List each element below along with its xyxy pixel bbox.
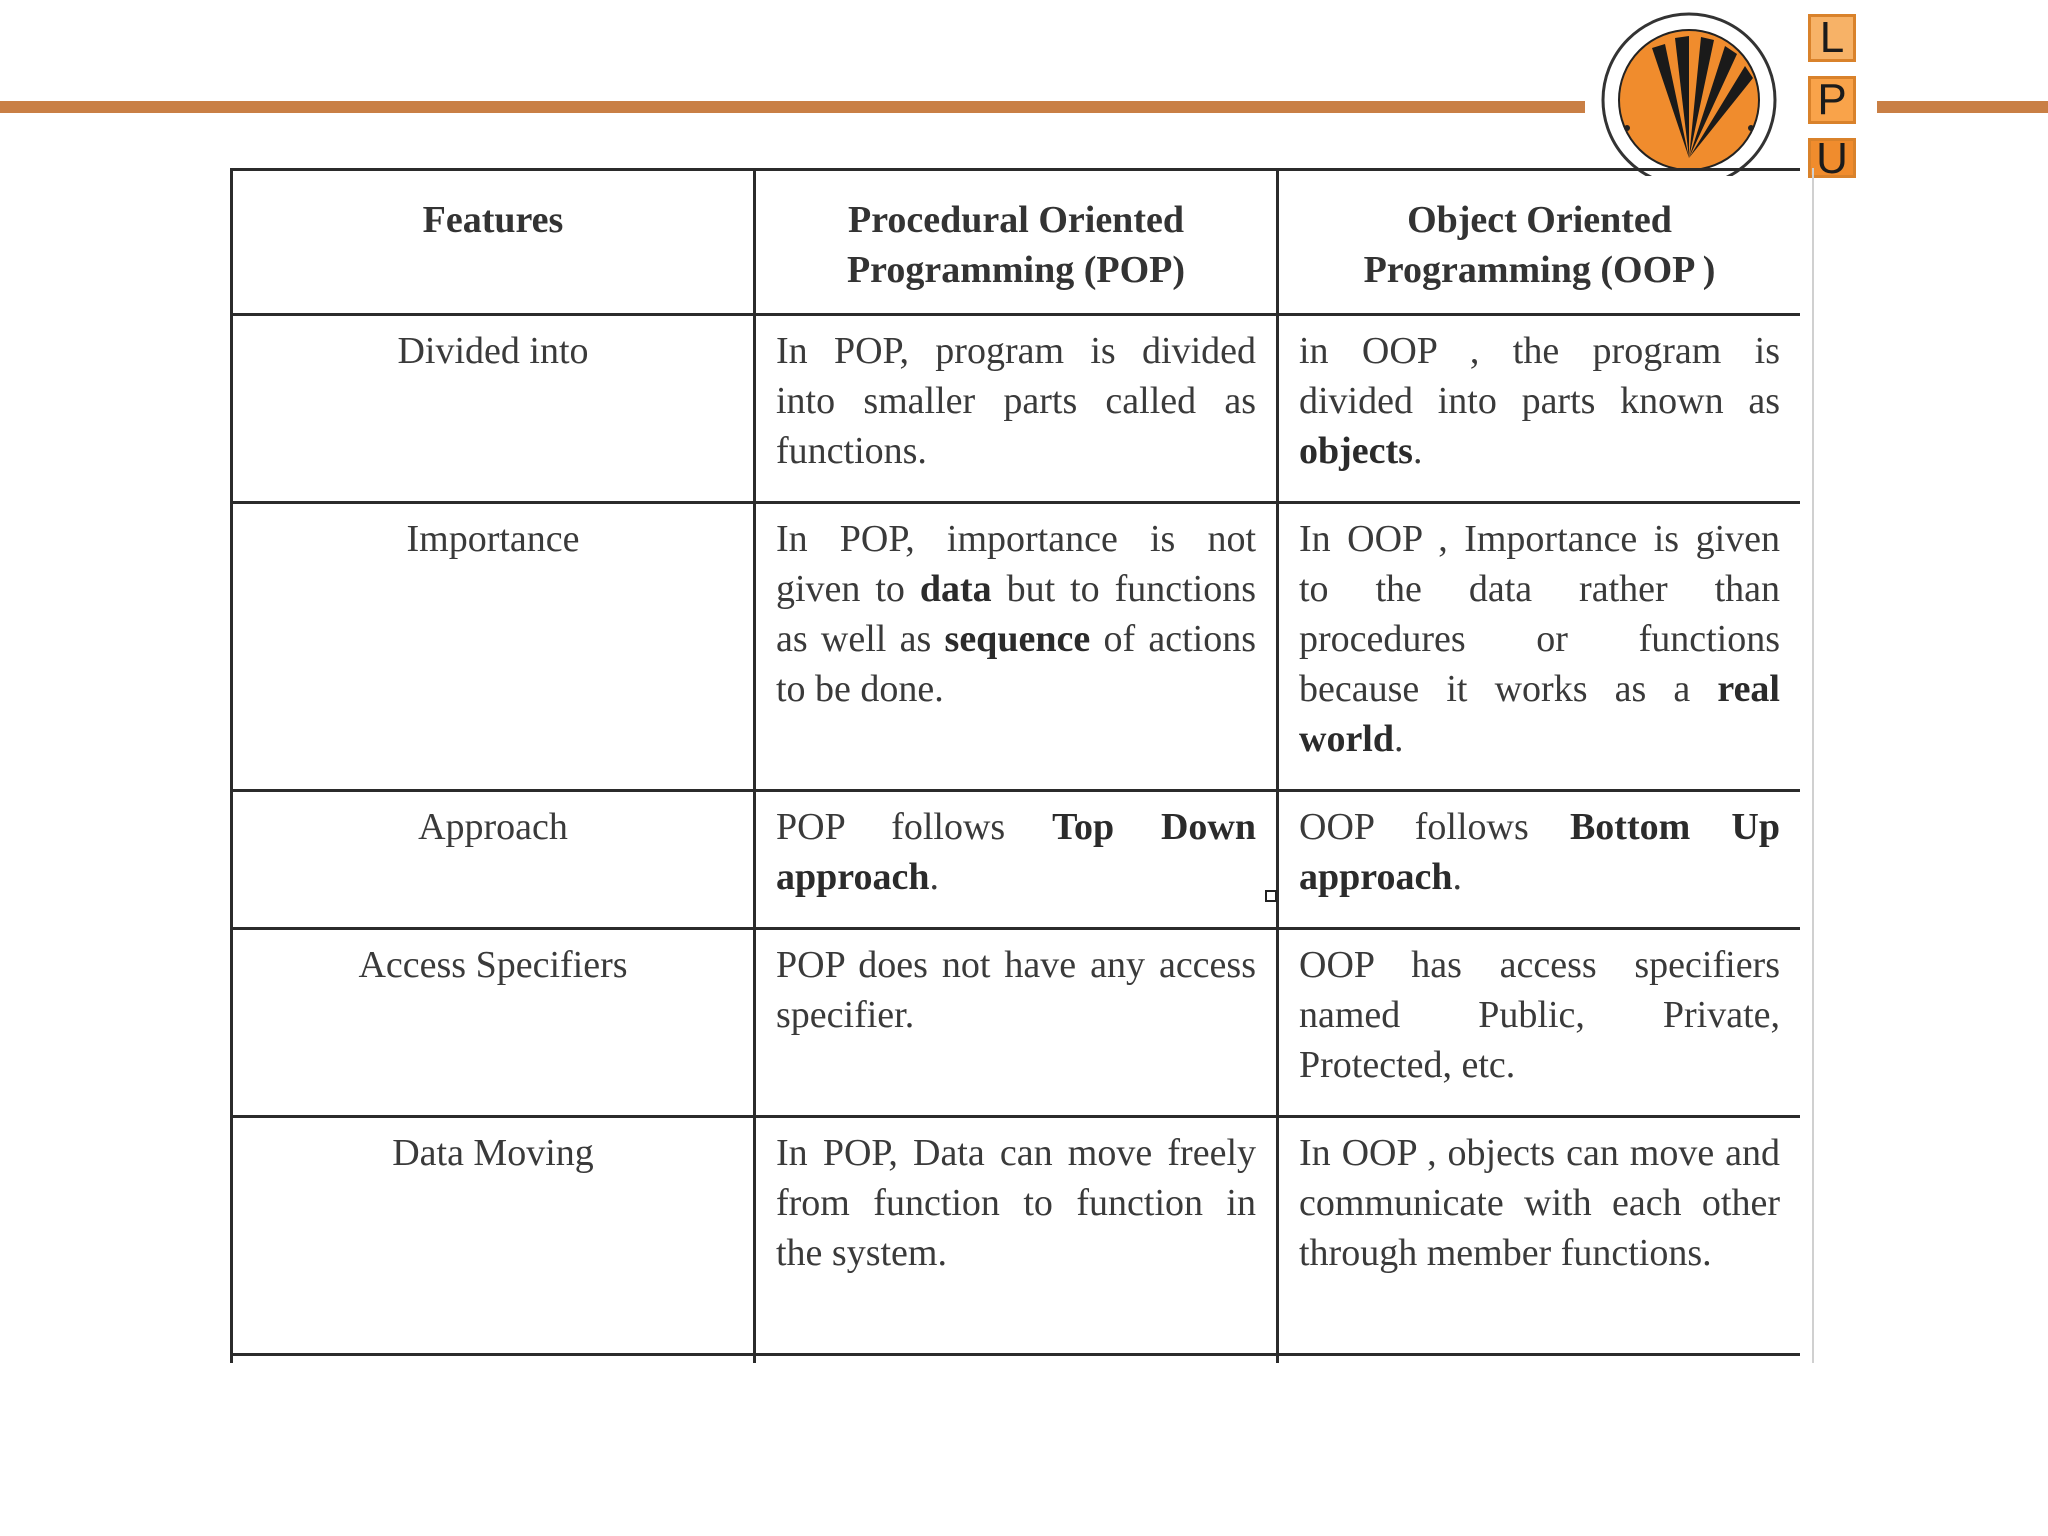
oop-cell: In OOP , Importance is given to the data rather than procedures or functions because it works as a real world.	[1278, 503, 1801, 791]
pop-vs-oop-table	[230, 168, 1800, 1363]
feature-cell: Divided into	[232, 315, 755, 503]
oop-cell: OOP follows Bottom Up approach.	[1278, 791, 1801, 929]
table-row	[232, 1117, 1801, 1355]
oop-cell: In OOP , objects can move and communicate with each other through member functions.	[1278, 1117, 1801, 1355]
image-resize-handle[interactable]	[1265, 890, 1277, 902]
header-features: Features	[232, 170, 755, 315]
header-oop: Object Oriented Programming (OOP )	[1278, 170, 1801, 315]
image-right-edge	[1812, 168, 1814, 1363]
logo-letter-l: L	[1808, 14, 1856, 62]
university-seal-logo	[1597, 8, 1782, 176]
feature-cell: Approach	[232, 791, 755, 929]
logo-letter-p: P	[1808, 76, 1856, 124]
table-row	[232, 791, 1801, 929]
header-accent-bar-left	[0, 101, 1585, 113]
oop-cell: in OOP , the program is divided into parts known as objects.	[1278, 315, 1801, 503]
feature-cell: Data Moving	[232, 1117, 755, 1355]
empty-cell	[1278, 1355, 1801, 1364]
feature-cell: Access Specifiers	[232, 929, 755, 1117]
pop-cell: In POP, Data can move freely from function to function in the system.	[755, 1117, 1278, 1355]
empty-cell	[232, 1355, 755, 1364]
table-header-row	[232, 170, 1801, 315]
header-pop: Procedural Oriented Programming (POP)	[755, 170, 1278, 315]
comparison-table-image	[230, 168, 1800, 1363]
table-row	[232, 503, 1801, 791]
pop-cell: POP does not have any access specifier.	[755, 929, 1278, 1117]
lpu-letter-blocks	[1808, 14, 1864, 192]
header-accent-bar-right	[1877, 101, 2048, 113]
table-row-cut-off	[232, 1355, 1801, 1364]
pop-cell: POP follows Top Down approach.	[755, 791, 1278, 929]
empty-cell	[755, 1355, 1278, 1364]
pop-cell: In POP, program is divided into smaller parts called as functions.	[755, 315, 1278, 503]
oop-cell: OOP has access specifiers named Public, Private, Protected, etc.	[1278, 929, 1801, 1117]
pop-cell: In POP, importance is not given to data but to functions as well as sequence of actions to be done.	[755, 503, 1278, 791]
table-row	[232, 315, 1801, 503]
feature-cell: Importance	[232, 503, 755, 791]
table-row	[232, 929, 1801, 1117]
logo-letter-u: U	[1808, 138, 1856, 178]
